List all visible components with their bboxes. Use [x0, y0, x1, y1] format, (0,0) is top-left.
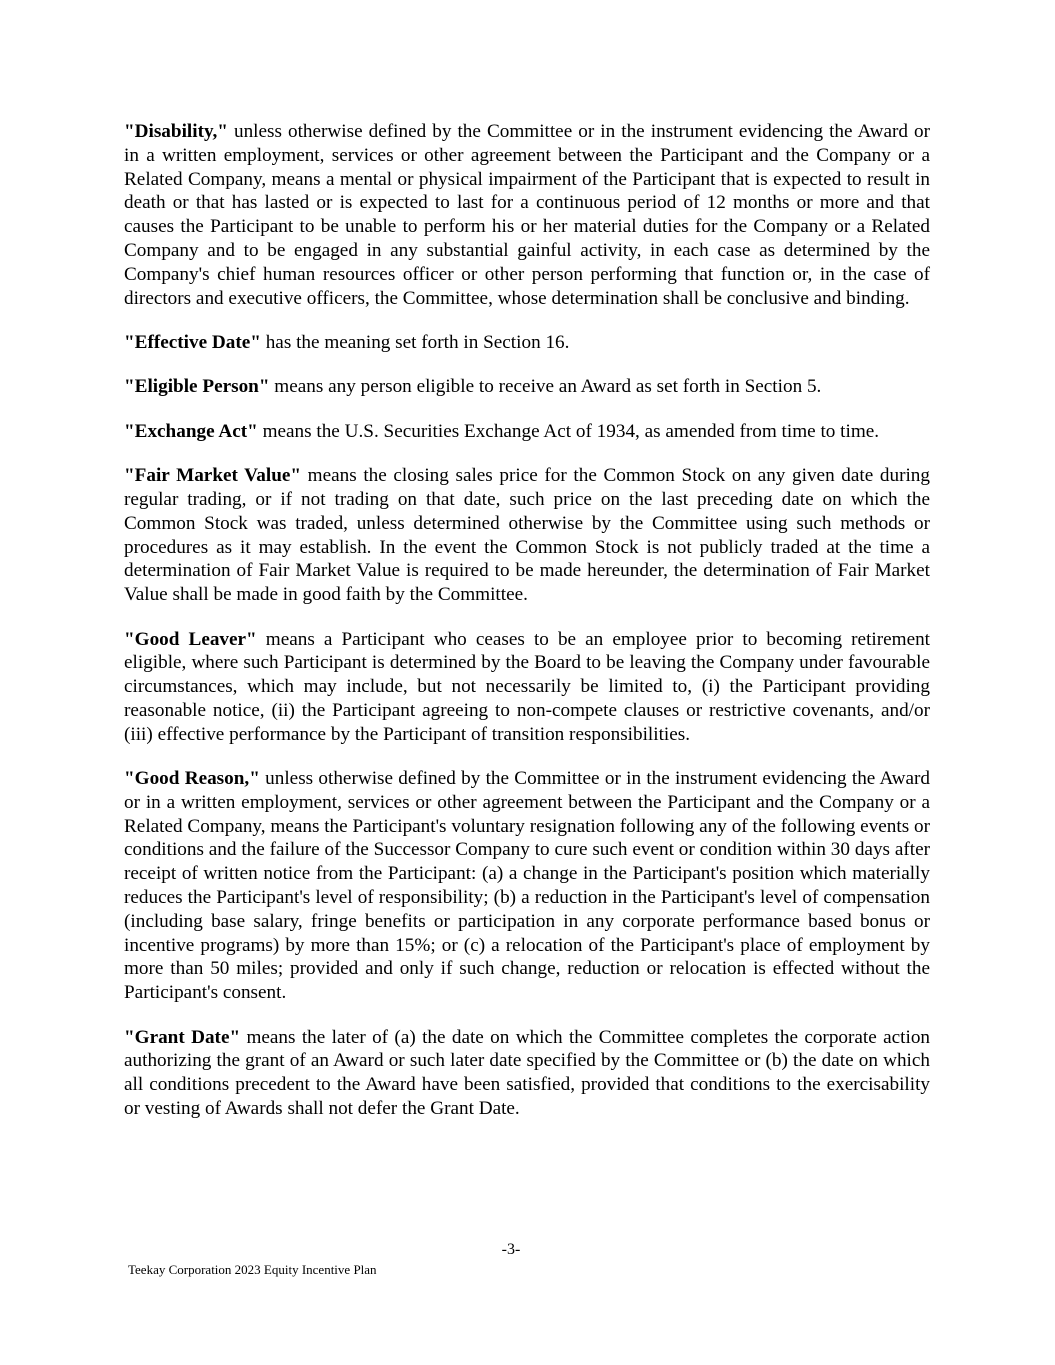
definition-good-reason: [124, 767, 930, 1005]
definition-eligible-person: [124, 375, 930, 399]
definition-effective-date: [124, 331, 930, 355]
definition-term: "Effective Date": [124, 331, 261, 353]
definition-grant-date: [124, 1026, 930, 1121]
definition-term: "Good Reason: [124, 768, 245, 790]
definition-term: "Grant Date": [124, 1026, 241, 1048]
definition-body: unless otherwise defined by the Committee or in the instrument evidencing the Award or in a written employment, services or other agreement between the Participant and the Company or a Related Company, means the Participant's voluntary resignation following any of the following events or conditions and the failure of the Successor Company to cure such event or condition within 30 days after receipt of written notice from the Participant: (a) a change in the Participant's position which materially reduces the Participant's level of responsibility; (b) a reduction in the Participant's level of compensation (including base salary, fringe benefits or participation in any corporate performance based bonus or incentive programs) by more than 15%; or (c) a relocation of the Participant's place of employment by more than 50 miles; provided and only if such change, reduction or relocation is effected without the Participant's consent.: [124, 768, 930, 1004]
definition-body: means the later of (a) the date on which the Committee completes the corporate action authorizing the grant of an Award or such later date specified by the Committee or (b) the date on which all conditions precedent to the Award have been satisfied, provided that conditions to the exercisability or vesting of Awards shall not defer the Grant Date.: [124, 1026, 931, 1120]
definition-exchange-act: [124, 420, 930, 444]
definition-disability: [124, 120, 930, 310]
definition-term: "Exchange Act": [124, 420, 258, 442]
definition-body: has the meaning set forth in Section 16.: [260, 331, 570, 353]
definition-good-leaver: [124, 628, 930, 747]
definition-fair-market-value: [124, 464, 930, 607]
definition-body: means the closing sales price for the Common Stock on any given date during regular trading, or if not trading on that date, such price on the last preceding date on which the Common Stock was traded, unless determined otherwise by the Committee using such methods or procedures as it may establish. In the event the Common Stock is not publicly traded at the time a determination of Fair Market Value is required to be made hereunder, the determination of Fair Market Value shall be made in good faith by the Committee.: [124, 465, 930, 606]
definition-term: "Disability: [124, 121, 213, 142]
definition-term: "Fair Market Value": [124, 465, 302, 487]
definition-body: means a Participant who ceases to be an employee prior to becoming retirement eligible, where such Participant is determined by the Board to be leaving the Company under favourable circumstances, which may include, but not necessarily be limited to, (i) the Participant providing reasonable notice, (ii) the Participant agreeing to non-compete clauses or restrictive covenants, and/or (iii) effective performance by the Participant of transition responsibilities.: [124, 628, 931, 745]
page-number: -3-: [501, 1241, 521, 1258]
definition-body: means the U.S. Securities Exchange Act of 1934, as amended from time to time.: [257, 420, 880, 442]
definition-body: means any person eligible to receive an Award as set forth in Section 5.: [269, 376, 822, 398]
definition-body: unless otherwise defined by the Committee or in the instrument evidencing the Award or in a written employment, services or other agreement between the Participant and the Company or a Related Company, means a mental or physical impairment of the Participant that is expected to result in death or that has lasted or is expected to last for a continuous period of 12 months or more and that causes the Participant to be unable to perform his or her material duties for the Company or a Related Company and to be engaged in any substantial gainful activity, in each case as determined by the Company's chief human resources officer or other person performing that function or, in the case of directors and executive officers, the Committee, whose determination shall be conclusive and binding.: [124, 121, 930, 309]
footer-document-title: Teekay Corporation 2023 Equity Incentive Plan: [128, 1262, 377, 1277]
definition-term: "Good Leaver": [124, 628, 257, 650]
definition-term-suffix: ,": [244, 768, 260, 790]
page-body: [124, 120, 930, 1141]
definition-term-suffix: ,": [212, 121, 228, 142]
definition-term: "Eligible Person": [124, 376, 270, 398]
